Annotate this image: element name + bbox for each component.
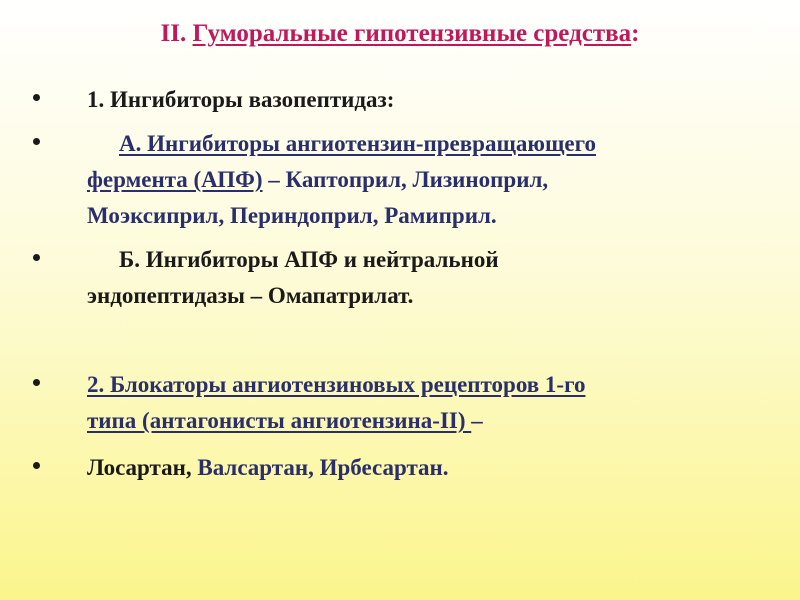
item-text: – Каптоприл, Лизиноприл, bbox=[262, 167, 549, 192]
item-text: эндопептидазы – Омапатрилат. bbox=[87, 283, 414, 308]
bullet-icon bbox=[33, 379, 40, 386]
item-text: А. Ингибиторы ангиотензин-превращающего bbox=[119, 131, 596, 156]
bullet-icon bbox=[33, 462, 40, 469]
item-text: Валсартан, Ирбесартан. bbox=[197, 455, 449, 480]
item-text: Б. Ингибиторы АПФ и нейтральной bbox=[119, 247, 499, 272]
item-text: Моэксиприл, Периндоприл, Рамиприл. bbox=[87, 203, 497, 228]
bullet-icon bbox=[33, 254, 40, 261]
item-text: Лосартан, bbox=[87, 455, 198, 480]
item-text-underlined: 2. Блокаторы ангиотензиновых рецепторов 1-го bbox=[87, 372, 586, 397]
title-prefix: II. bbox=[160, 20, 193, 47]
item-text-underlined: фермента (АПФ) bbox=[87, 167, 263, 192]
item-text-underlined: типа (антагонисты ангиотензина-II) bbox=[87, 408, 472, 433]
bullet-icon bbox=[33, 138, 40, 145]
item-text: – bbox=[471, 408, 483, 433]
item-text: 1. Ингибиторы вазопептидаз: bbox=[87, 87, 395, 112]
title-main: Гуморальные гипотензивные средства bbox=[192, 20, 632, 47]
title-suffix: : bbox=[631, 20, 640, 47]
bullet-icon bbox=[33, 94, 40, 101]
